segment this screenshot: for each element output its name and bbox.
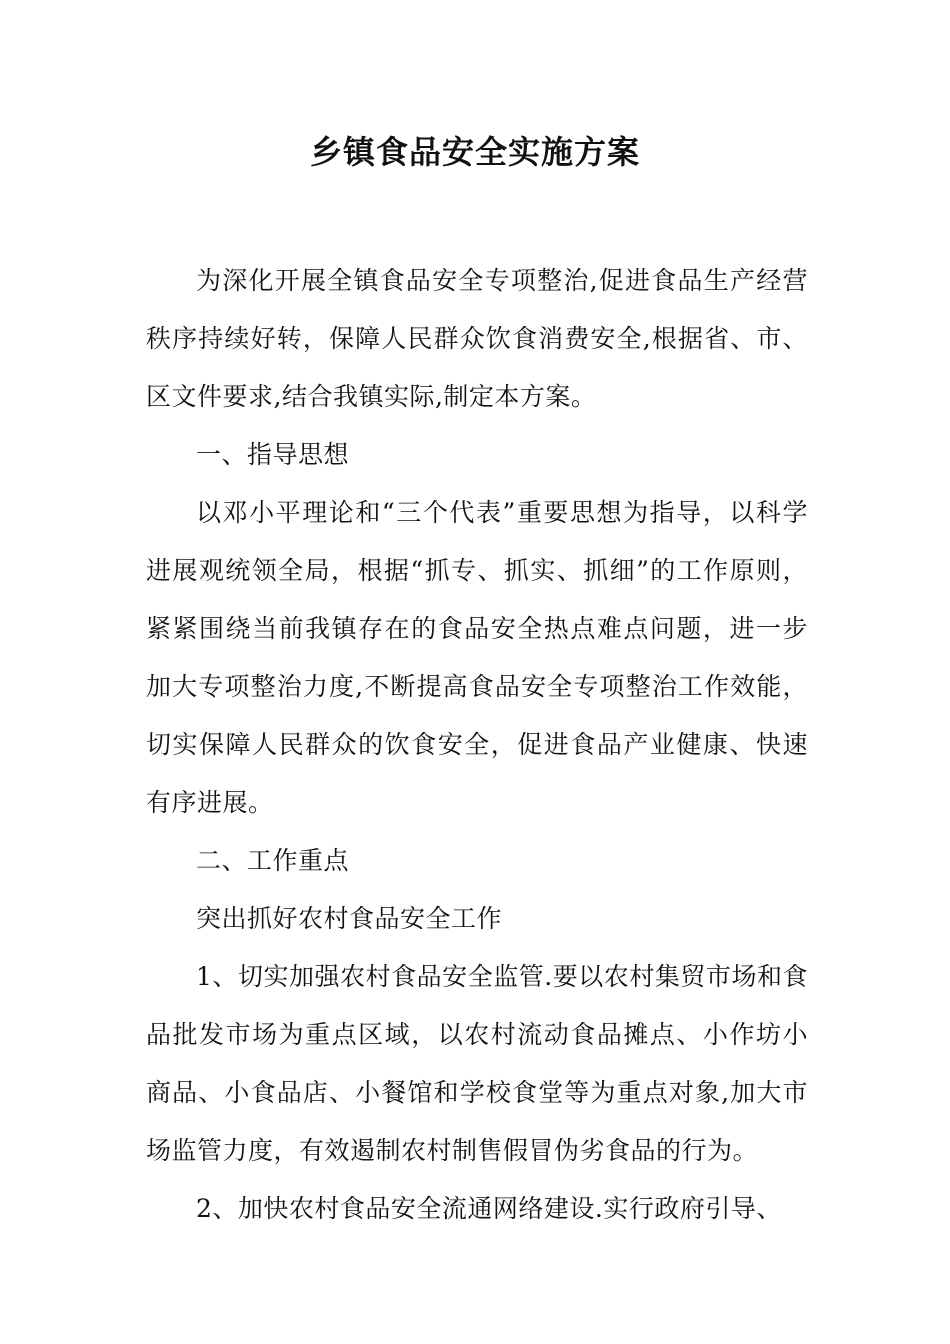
section-heading-work-focus: 二、工作重点 <box>196 846 350 875</box>
section-heading-guiding-ideology: 一、指导思想 <box>196 440 350 469</box>
guiding-ideology-paragraph: 以邓小平理论和“三个代表”重要思想为指导，以科学进展观统领全局，根据“抓专、抓实、抓细”的工作原则，紧紧围绕当前我镇存在的食品安全热点难点问题，进一步加大专项整治力度,不断提高食品安全专项整治工作效能，切实保障人民群众的饮食安全，促进食品产业健康、快速有序进展。 <box>146 498 808 817</box>
item-2-paragraph: 2、加快农村食品安全流通网络建设.实行政府引导、 <box>196 1194 782 1223</box>
subheading-rural-food-safety: 突出抓好农村食品安全工作 <box>196 904 503 933</box>
item-1-paragraph: 1、切实加强农村食品安全监管.要以农村集贸市场和食品批发市场为重点区域，以农村流动食品摊点、小作坊小商品、小食品店、小餐馆和学校食堂等为重点对象,加大市场监管力度，有效遏制农村制售假冒伪劣食品的行为。 <box>146 962 808 1165</box>
document-body <box>146 252 808 1238</box>
intro-paragraph: 为深化开展全镇食品安全专项整治,促进食品生产经营秩序持续好转，保障人民群众饮食消费安全,根据省、市、区文件要求,结合我镇实际,制定本方案。 <box>146 266 808 411</box>
document-title: 乡镇食品安全实施方案 <box>309 133 640 171</box>
